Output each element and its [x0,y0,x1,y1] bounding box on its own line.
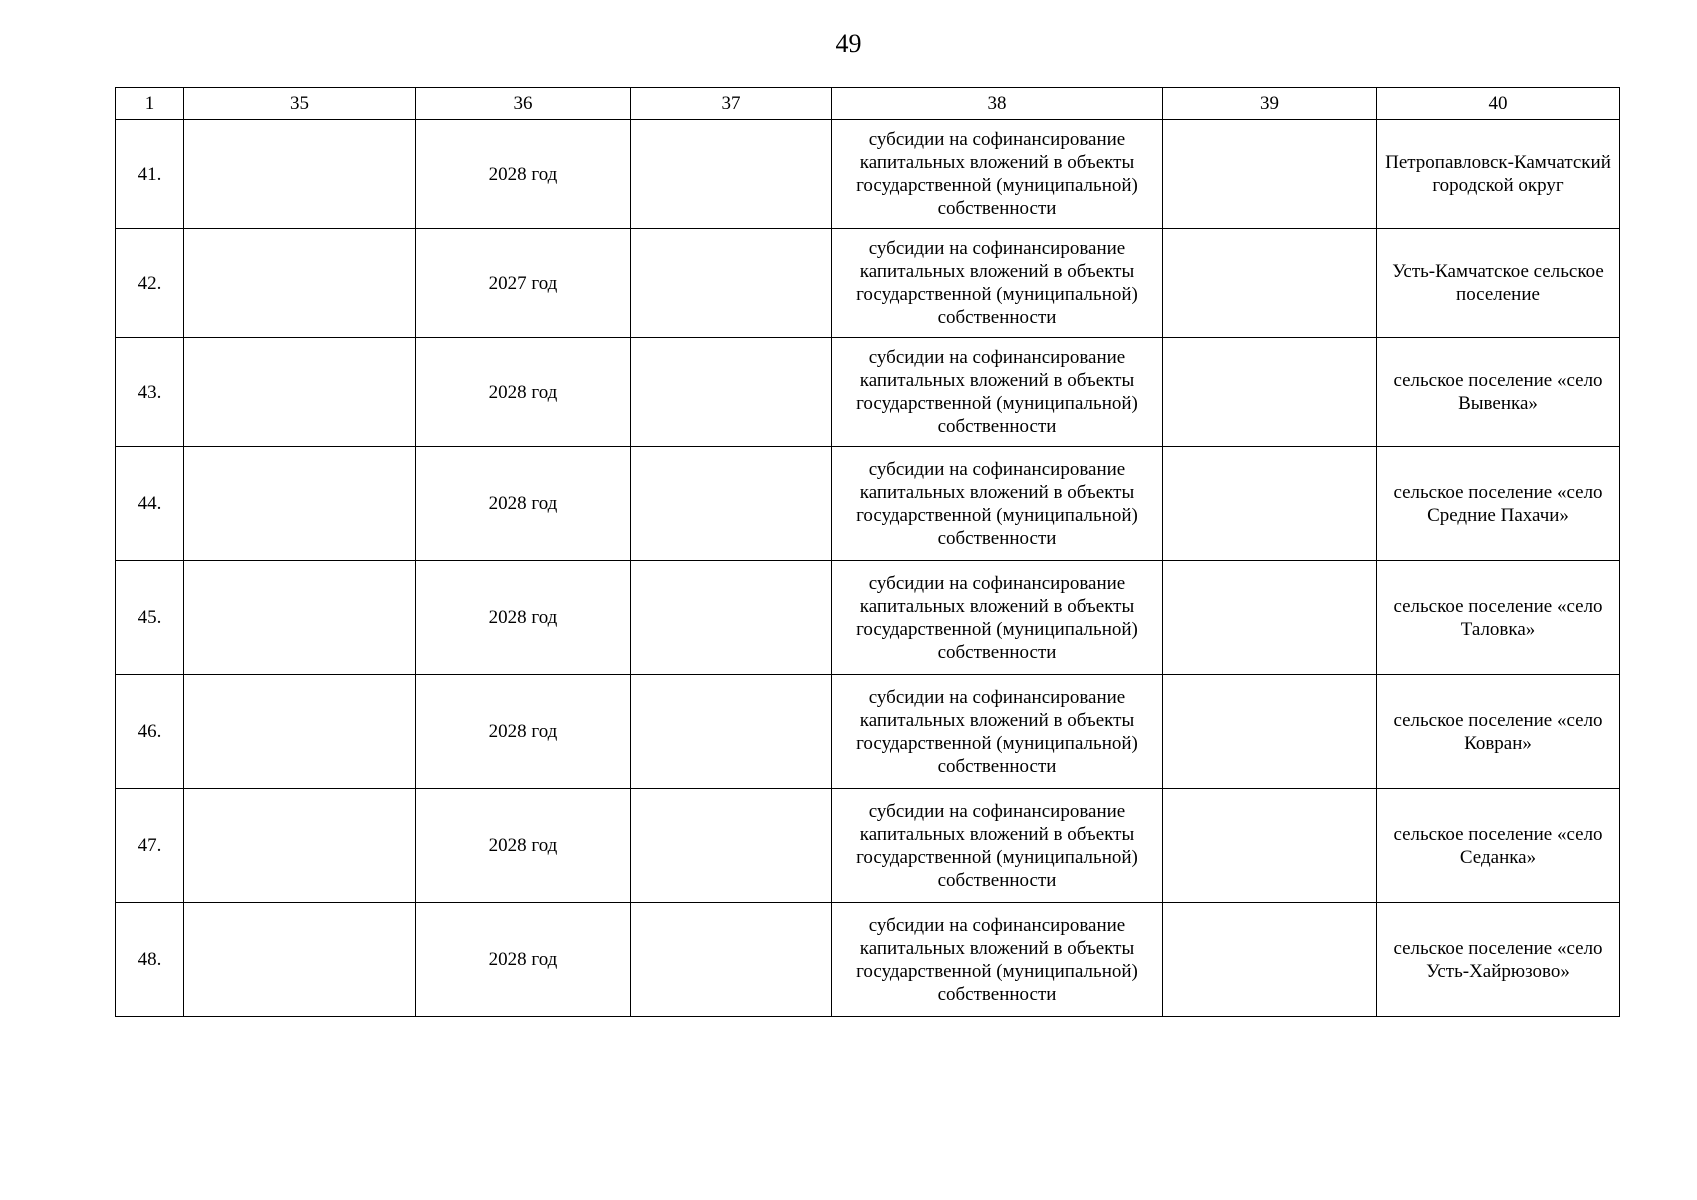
cell-37 [631,789,832,903]
cell-37 [631,447,832,561]
cell-35 [184,229,416,338]
cell-39 [1163,338,1377,447]
column-header-37: 37 [631,88,832,120]
cell-37 [631,229,832,338]
column-header-1: 1 [116,88,184,120]
cell-35 [184,120,416,229]
subsidy-type-cell: субсидии на софинансирование капитальных вложений в объекты государственной (муниципальной) собственности [832,447,1163,561]
cell-35 [184,675,416,789]
row-number-cell: 45. [116,561,184,675]
row-number-cell: 48. [116,903,184,1017]
header-row [116,88,1620,120]
cell-37 [631,561,832,675]
cell-39 [1163,903,1377,1017]
municipality-cell: сельское поселение «село Ковран» [1377,675,1620,789]
page-number: 49 [835,29,862,58]
column-header-35: 35 [184,88,416,120]
row-number-cell: 47. [116,789,184,903]
cell-39 [1163,229,1377,338]
municipality-cell: Усть-Камчатское сельское поселение [1377,229,1620,338]
table-row [116,229,1620,338]
table-row [116,903,1620,1017]
cell-39 [1163,561,1377,675]
cell-35 [184,338,416,447]
year-cell: 2028 год [416,789,631,903]
column-header-36: 36 [416,88,631,120]
subsidy-type-cell: субсидии на софинансирование капитальных вложений в объекты государственной (муниципальной) собственности [832,120,1163,229]
municipality-cell: сельское поселение «село Седанка» [1377,789,1620,903]
row-number-cell: 44. [116,447,184,561]
year-cell: 2027 год [416,229,631,338]
year-cell: 2028 год [416,338,631,447]
cell-35 [184,447,416,561]
row-number-cell: 42. [116,229,184,338]
cell-37 [631,675,832,789]
year-cell: 2028 год [416,447,631,561]
municipality-cell: Петропавловск-Камчатский городской округ [1377,120,1620,229]
table-row [116,675,1620,789]
cell-39 [1163,789,1377,903]
cell-35 [184,561,416,675]
row-number-cell: 41. [116,120,184,229]
column-header-39: 39 [1163,88,1377,120]
subsidy-type-cell: субсидии на софинансирование капитальных вложений в объекты государственной (муниципальной) собственности [832,338,1163,447]
column-header-40: 40 [1377,88,1620,120]
subsidy-type-cell: субсидии на софинансирование капитальных вложений в объекты государственной (муниципальной) собственности [832,561,1163,675]
table-row [116,120,1620,229]
year-cell: 2028 год [416,561,631,675]
row-number-cell: 43. [116,338,184,447]
subsidy-type-cell: субсидии на софинансирование капитальных вложений в объекты государственной (муниципальной) собственности [832,789,1163,903]
table-row [116,338,1620,447]
document-table [115,87,1620,1017]
cell-37 [631,120,832,229]
municipality-cell: сельское поселение «село Средние Пахачи» [1377,447,1620,561]
cell-39 [1163,447,1377,561]
municipality-cell: сельское поселение «село Усть-Хайрюзово» [1377,903,1620,1017]
year-cell: 2028 год [416,675,631,789]
cell-39 [1163,675,1377,789]
table-row [116,561,1620,675]
subsidy-type-cell: субсидии на софинансирование капитальных вложений в объекты государственной (муниципальной) собственности [832,675,1163,789]
cell-35 [184,789,416,903]
table-row [116,789,1620,903]
municipality-cell: сельское поселение «село Вывенка» [1377,338,1620,447]
subsidy-type-cell: субсидии на софинансирование капитальных вложений в объекты государственной (муниципальной) собственности [832,903,1163,1017]
year-cell: 2028 год [416,903,631,1017]
table-row [116,447,1620,561]
cell-37 [631,338,832,447]
subsidy-type-cell: субсидии на софинансирование капитальных вложений в объекты государственной (муниципальной) собственности [832,229,1163,338]
cell-35 [184,903,416,1017]
year-cell: 2028 год [416,120,631,229]
municipality-cell: сельское поселение «село Таловка» [1377,561,1620,675]
cell-37 [631,903,832,1017]
row-number-cell: 46. [116,675,184,789]
cell-39 [1163,120,1377,229]
column-header-38: 38 [832,88,1163,120]
